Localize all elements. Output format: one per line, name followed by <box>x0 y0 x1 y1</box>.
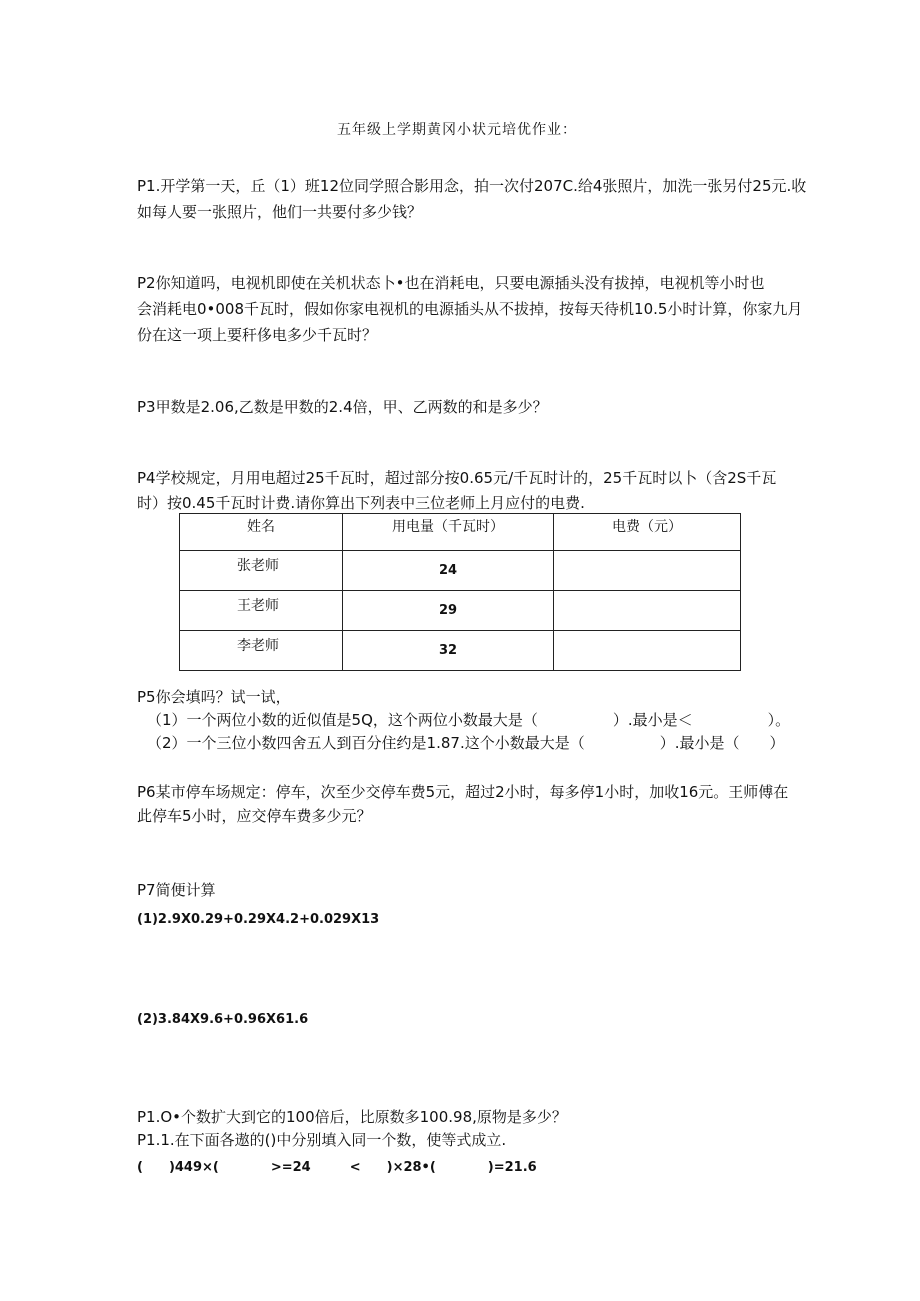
page-title: 五年级上学期黄冈小状元培优作业： <box>337 122 577 138</box>
table-row <box>180 551 741 591</box>
p10-line1: P1.O•个数扩大到它的100倍后，比原数多100.98,原物是多少？ <box>137 1108 567 1126</box>
p2-line1: P2你知道吗，电视机即使在关机状态卜•也在消耗电，只要电源插头没有拔掉，电视机等小时也 <box>137 274 765 292</box>
fee-value <box>554 631 741 671</box>
p4-line1: P4学校规定，月用电超过25千瓦时，超过部分按0.65元/千瓦时计的，25千瓦时以卜（含2S千瓦 <box>137 469 777 487</box>
usage-value: 29 <box>343 591 554 631</box>
p2-line2: 会消耗电0•008千瓦时，假如你家电视机的电源插头从不拔掉，按每天待机10.5小时计算，你家九月 <box>137 300 803 318</box>
p7-expr1: (1)2.9X0.29+0.29X4.2+0.029X13 <box>137 912 380 927</box>
usage-value: 24 <box>343 551 554 591</box>
teacher-name: 李老师 <box>180 631 343 671</box>
p5-line3: （2）一个三位小数四舍五人到百分住约是1.87.这个小数最大是（ ）.最小是（ ） <box>147 734 785 752</box>
header-fee: 电费（元） <box>554 514 741 551</box>
usage-value: 32 <box>343 631 554 671</box>
fee-value <box>554 591 741 631</box>
table-header-row <box>180 514 741 551</box>
p11-equation: ( )449×( >=24 < )×28•( )=21.6 <box>137 1160 537 1175</box>
p6-line1: P6某市停车场规定：停车，次至少交停车费5元，超过2小时，每多停1小时，加收16元。王师傅在 <box>137 783 789 801</box>
fee-value <box>554 551 741 591</box>
p2-line3: 份在这一项上要秆侈电多少千瓦时？ <box>137 326 378 344</box>
p5-line1: P5你会填吗？试一试， <box>137 688 291 706</box>
teacher-name: 张老师 <box>180 551 343 591</box>
header-name: 姓名 <box>180 514 343 551</box>
teacher-name: 王老师 <box>180 591 343 631</box>
table-row <box>180 631 741 671</box>
p6-line2: 此停车5小时，应交停车费多少元？ <box>137 807 372 825</box>
table-row <box>180 591 741 631</box>
p3-line1: P3甲数是2.06,乙数是甲数的2.4倍，甲、乙两数的和是多少？ <box>137 398 548 416</box>
p5-line2: （1）一个两位小数的近似值是5Q，这个两位小数最大是（ ）.最小是＜ ）。 <box>147 711 791 729</box>
p1-line1: P1.开学第一天，丘（1）班12位同学照合影用念，拍一次付207C.给4张照片，加洗一张另付25元.收 <box>137 177 807 195</box>
fee-table <box>179 513 741 671</box>
p4-line2: 时）按0.45千瓦时计费.请你算出下列表中三位老师上月应付的电费. <box>137 494 585 512</box>
p7-expr2: (2)3.84X9.6+0.96X61.6 <box>137 1012 309 1027</box>
p11-line1: P1.1.在下面各遨的()中分别填入同一个数，使等式成立. <box>137 1131 507 1149</box>
header-usage: 用电量（千瓦时） <box>343 514 554 551</box>
p1-line2: 如每人要一张照片，他们一共要付多少钱？ <box>137 203 423 221</box>
p7-line1: P7简便计算 <box>137 881 216 899</box>
